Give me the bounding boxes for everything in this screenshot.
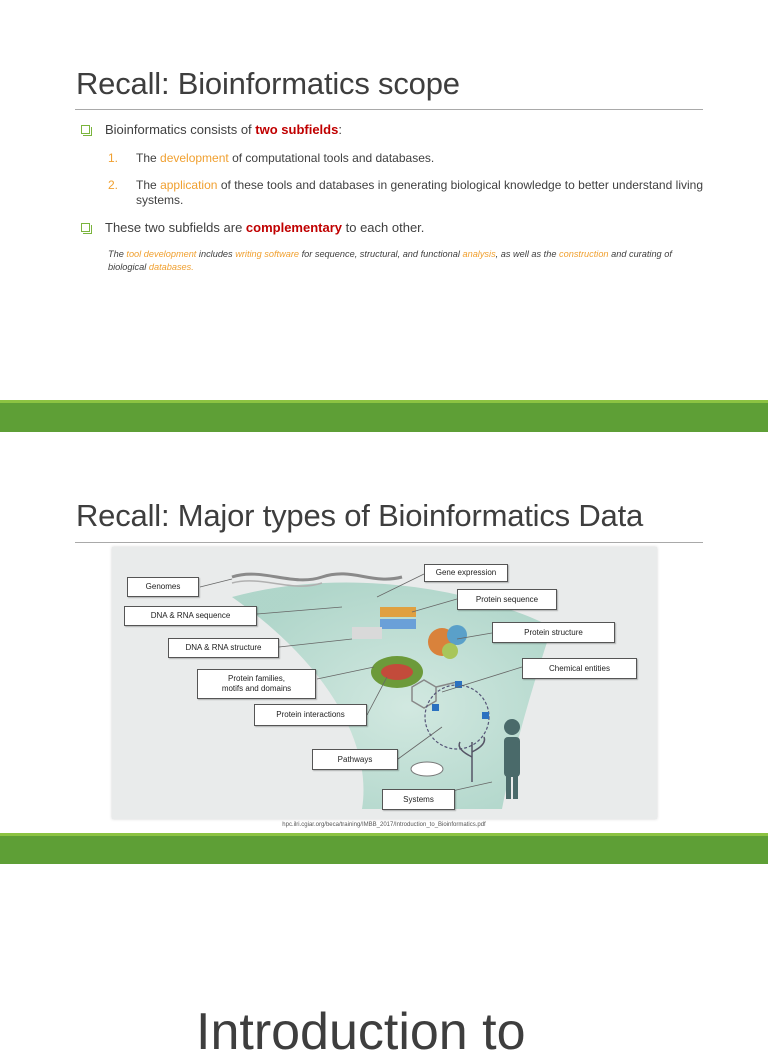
label-dna-rna-structure: DNA & RNA structure — [168, 638, 279, 658]
label-protein-structure: Protein structure — [492, 622, 615, 643]
label-pathways: Pathways — [312, 749, 398, 770]
item-number: 1. — [108, 151, 119, 165]
genome-strand-icon — [232, 574, 402, 580]
emphasis-text: complementary — [245, 220, 342, 235]
label-protein-sequence: Protein sequence — [457, 589, 557, 610]
highlight-text: application — [160, 178, 218, 192]
slide-bioinformatics-scope — [0, 0, 768, 400]
item-text: The development of computational tools and databases. — [136, 151, 435, 165]
bullet-complementary — [81, 220, 424, 235]
highlight-text: development — [160, 151, 229, 165]
slide-divider-bar — [0, 833, 768, 865]
emphasis-text: two subfields — [255, 122, 339, 137]
bullet-text: These two subfields are complementary to each other. — [105, 220, 425, 235]
title-rule — [75, 542, 703, 543]
item-number: 2. — [108, 178, 119, 192]
slide-data-types — [0, 432, 768, 834]
label-protein-interactions: Protein interactions — [254, 704, 367, 726]
checkbox-bullet-icon — [81, 125, 90, 134]
checkbox-bullet-icon — [81, 223, 90, 232]
human-figure-icon — [504, 719, 520, 799]
label-chemical-entities: Chemical entities — [522, 658, 637, 679]
label-protein-families: Protein families, motifs and domains — [197, 669, 316, 699]
slide-title: Recall: Bioinformatics scope — [76, 66, 460, 101]
dna-helix-icon — [371, 656, 423, 688]
slide-title: Introduction to — [196, 1003, 526, 1061]
figure-source-caption: hpc.ilri.cgiar.org/beca/training/IMBB_2017/Introduction_to_Bioinformatics.pdf — [282, 822, 486, 828]
item-text: The application of these tools and databases in generating biological knowledge to better understand living systems. — [136, 178, 704, 207]
numbered-item-2 — [108, 178, 703, 208]
bullet-two-subfields — [81, 122, 342, 137]
bacterium-icon — [411, 762, 443, 776]
bullet-text: Bioinformatics consists of two subfields: — [105, 122, 342, 137]
label-gene-expression: Gene expression — [424, 564, 508, 582]
label-genomes: Genomes — [127, 577, 199, 597]
label-systems: Systems — [382, 789, 455, 810]
bioinformatics-data-diagram — [112, 547, 657, 819]
label-dna-rna-sequence: DNA & RNA sequence — [124, 606, 257, 626]
numbered-item-1 — [108, 151, 703, 166]
slide-divider-bar — [0, 400, 768, 432]
slide-introduction — [0, 864, 768, 1061]
title-rule — [75, 109, 703, 110]
slide-title: Recall: Major types of Bioinformatics Data — [76, 498, 644, 533]
footnote-text: The tool development includes writing software for sequence, structural, and functional analysis, as well as the construction and curating of biological databases. — [108, 249, 672, 272]
